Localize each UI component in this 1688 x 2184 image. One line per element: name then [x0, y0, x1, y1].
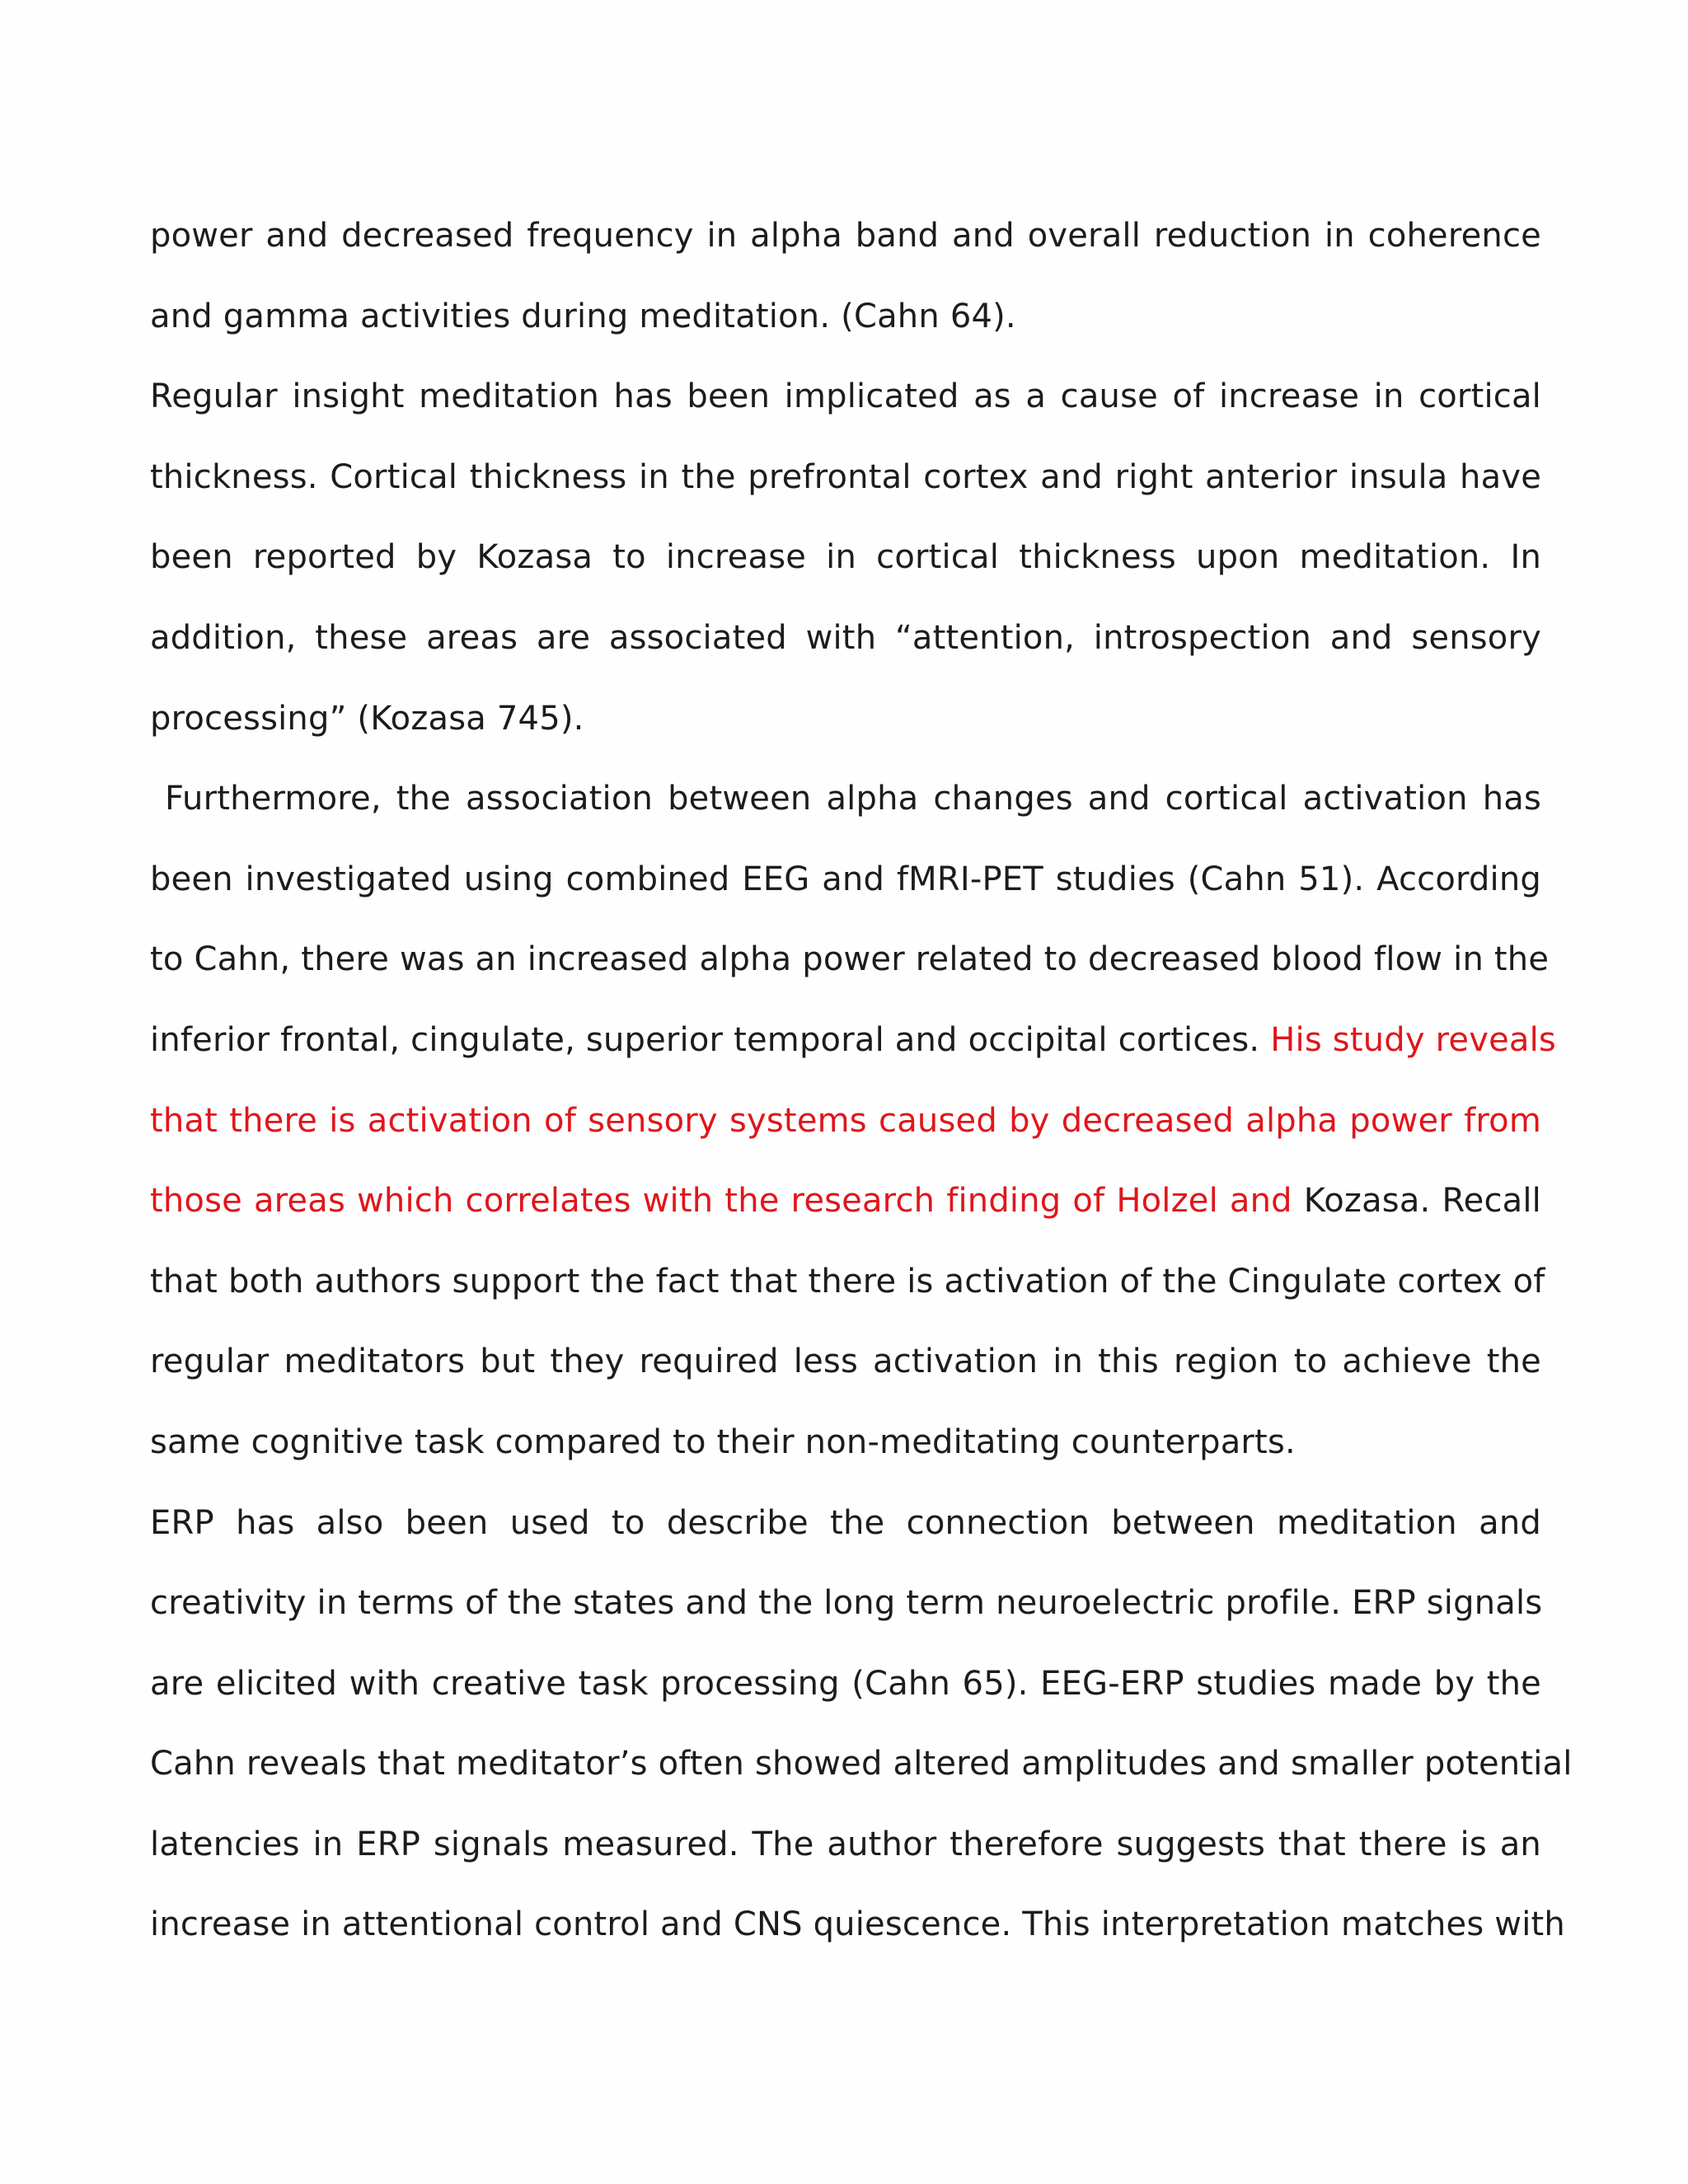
text-line: Cahn reveals that meditator’s often showed altered amplitudes and smaller potential	[150, 1745, 1573, 1783]
highlighted-text: those areas which correlates with the research finding of Holzel and	[150, 1182, 1292, 1221]
text-segment: inferior frontal, cingulate, superior temporal and occipital cortices.	[150, 1020, 1271, 1059]
body-text	[150, 196, 1573, 1966]
text-line	[150, 1001, 1556, 1081]
text-line: and gamma activities during meditation. (Cahn 64).	[150, 297, 1016, 335]
text-line	[150, 1161, 1541, 1242]
highlighted-text: that there is activation of sensory systems caused by decreased alpha power from	[150, 1101, 1541, 1140]
text-line: are elicited with creative task processing (Cahn 65). EEG-ERP studies made by the	[150, 1664, 1541, 1703]
text-line: Furthermore, the association between alpha changes and cortical activation has	[150, 780, 1541, 818]
highlighted-text: His study reveals	[1270, 1020, 1556, 1059]
text-line: latencies in ERP signals measured. The author therefore suggests that there is an	[150, 1825, 1541, 1863]
text-line: same cognitive task compared to their non-meditating counterparts.	[150, 1422, 1296, 1461]
text-line: thickness. Cortical thickness in the prefrontal cortex and right anterior insula have	[150, 457, 1541, 496]
text-line: been investigated using combined EEG and fMRI-PET studies (Cahn 51). According	[150, 860, 1541, 898]
text-line: creativity in terms of the states and the long term neuroelectric profile. ERP signals	[150, 1584, 1543, 1623]
text-line: that both authors support the fact that there is activation of the Cingulate cortex of	[150, 1262, 1545, 1301]
text-segment: Kozasa. Recall	[1292, 1182, 1541, 1221]
text-line: processing” (Kozasa 745).	[150, 699, 584, 738]
text-line: ERP has also been used to describe the connection between meditation and	[150, 1503, 1541, 1542]
text-line: addition, these areas are associated with “attention, introspection and sensory	[150, 618, 1541, 657]
text-line: power and decreased frequency in alpha band and overall reduction in coherence	[150, 217, 1541, 255]
text-line: regular meditators but they required less activation in this region to achieve the	[150, 1343, 1541, 1381]
text-line: Regular insight meditation has been implicated as a cause of increase in cortical	[150, 377, 1541, 416]
text-line: to Cahn, there was an increased alpha power related to decreased blood flow in the	[150, 940, 1550, 979]
text-line	[150, 1081, 1541, 1162]
text-line: increase in attentional control and CNS quiescence. This interpretation matches with	[150, 1905, 1565, 1944]
text-line: been reported by Kozasa to increase in cortical thickness upon meditation. In	[150, 538, 1541, 577]
